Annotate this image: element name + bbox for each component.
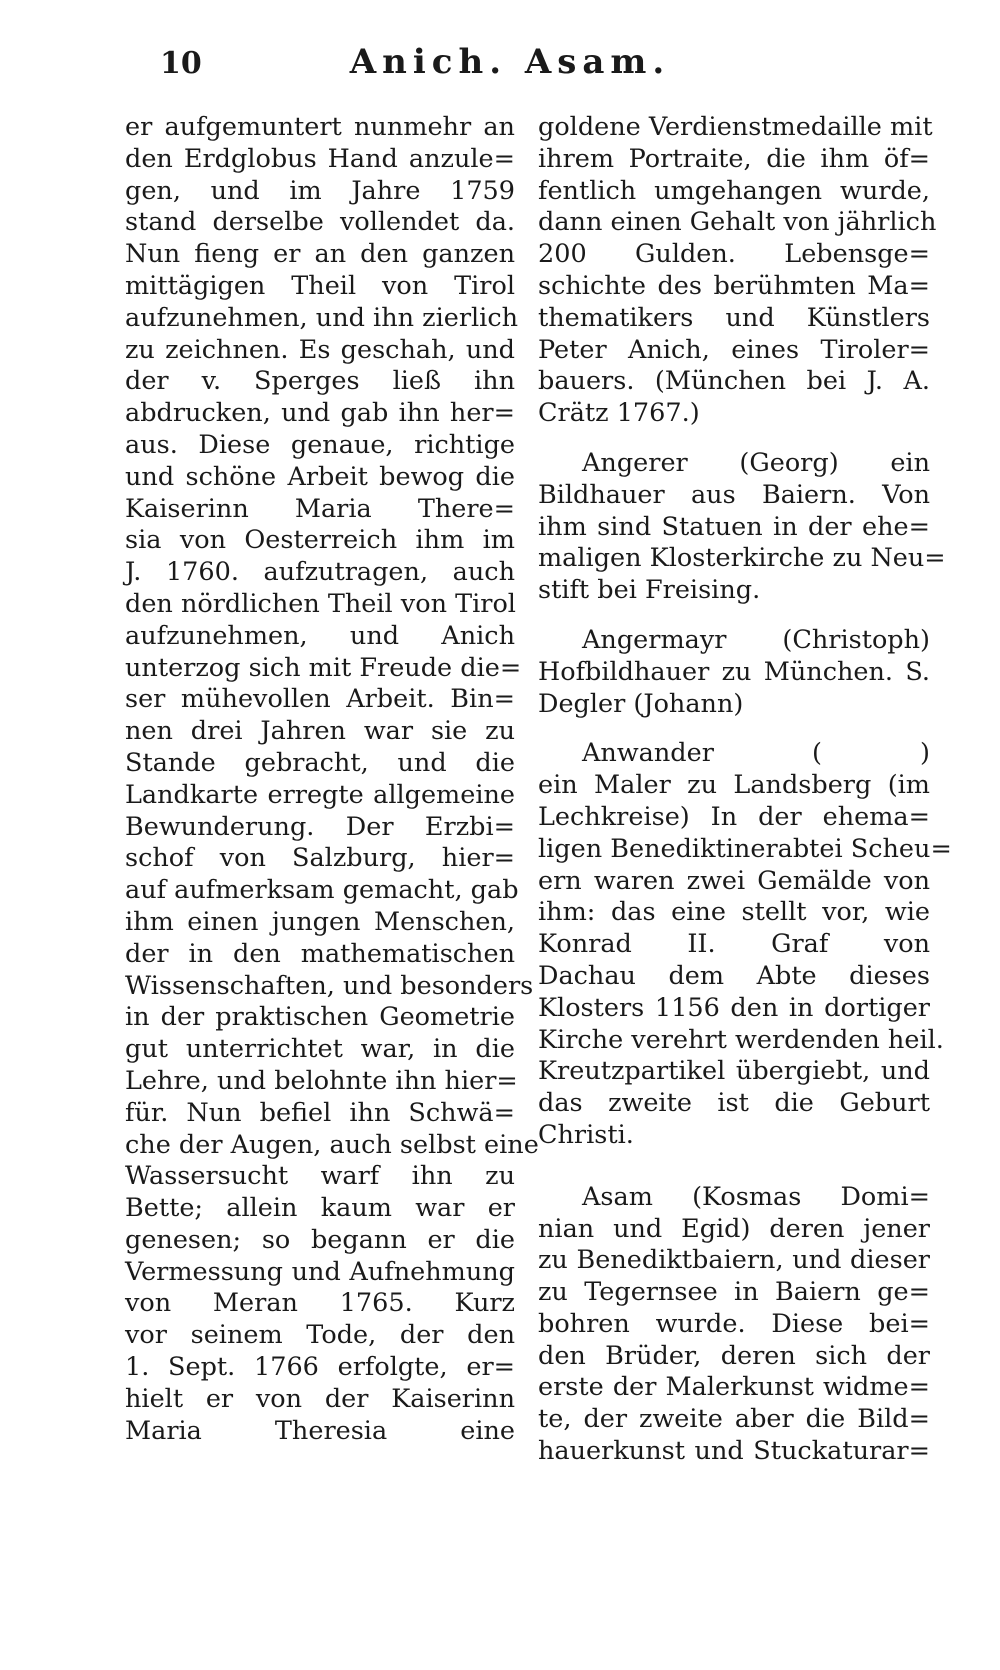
- text-line: aufzunehmen, und Anich: [125, 620, 515, 651]
- text-line: auf aufmerksam gemacht, gab: [125, 875, 519, 906]
- text-line: erste der Malerkunst widme=: [538, 1372, 930, 1403]
- text-line: nian und Egid) deren jener: [538, 1213, 930, 1244]
- text-line: gen, und im Jahre 1759: [125, 175, 515, 206]
- text-line: zu Benediktbaiern, und dieser: [538, 1245, 930, 1276]
- entry-heading-line: Angermayr (Christoph): [582, 624, 930, 655]
- text-line: Vermessung und Aufnehmung: [125, 1256, 515, 1287]
- entry-angerer: [538, 447, 946, 607]
- entry-heading-line: Asam (Kosmas Domi=: [582, 1181, 930, 1212]
- text-line: der in den mathematischen: [125, 938, 515, 969]
- text-line: Crätz 1767.): [538, 398, 700, 429]
- paragraph-gap: [538, 607, 930, 625]
- text-line: ligen Benediktinerabtei Scheu=: [538, 833, 952, 864]
- paragraph-gap: [538, 1152, 930, 1182]
- page-number: 10: [160, 46, 202, 81]
- text-line: Degler (Johann): [538, 688, 744, 719]
- text-line: 200 Gulden. Lebensge=: [538, 239, 930, 270]
- text-line: stand derselbe vollendet da.: [125, 207, 515, 238]
- text-line: Kirche verehrt werdenden heil.: [538, 1024, 944, 1055]
- text-line: Landkarte erregte allgemeine: [125, 779, 515, 810]
- text-line: te, der zweite aber die Bild=: [538, 1404, 930, 1435]
- text-line: der v. Sperges ließ ihn: [125, 366, 515, 397]
- text-line: sia von Oesterreich ihm im: [125, 525, 515, 556]
- text-line: den Brüder, deren sich der: [538, 1340, 930, 1371]
- text-line: stift bei Freising.: [538, 575, 761, 606]
- text-line: aufzunehmen, und ihn zierlich: [125, 302, 519, 333]
- text-line: aus. Diese genaue, richtige: [125, 429, 515, 460]
- text-line: Klosters 1156 den in dortiger: [538, 992, 930, 1023]
- text-line: Peter Anich, eines Tiroler=: [538, 334, 930, 365]
- text-line: Stande gebracht, und die: [125, 747, 515, 778]
- text-line: für. Nun befiel ihn Schwä=: [125, 1097, 515, 1128]
- page-header: [130, 42, 890, 92]
- text-line: goldene Verdienstmedaille mit: [538, 112, 933, 142]
- text-line: und schöne Arbeit bewog die: [125, 461, 515, 492]
- text-line: ein Maler zu Landsberg (im: [538, 770, 930, 801]
- text-line: Bette; allein kaum war er: [125, 1193, 515, 1224]
- text-line: Bewunderung. Der Erzbi=: [125, 811, 515, 842]
- text-line: genesen; so begann er die: [125, 1224, 515, 1255]
- text-line: Konrad II. Graf von: [538, 929, 930, 960]
- text-line: bohren wurde. Diese bei=: [538, 1308, 930, 1339]
- text-line: hielt er von der Kaiserinn: [125, 1383, 515, 1414]
- text-line: Lehre, und belohnte ihn hier=: [125, 1065, 518, 1096]
- text-line: Christi.: [538, 1119, 634, 1150]
- text-line: che der Augen, auch selbst eine: [125, 1129, 539, 1160]
- text-line: schichte des berühmten Ma=: [538, 270, 930, 301]
- text-line: fentlich umgehangen wurde,: [538, 175, 930, 206]
- text-line: er aufgemuntert nunmehr an: [125, 112, 515, 142]
- paragraph-gap: [538, 430, 930, 448]
- text-line: J. 1760. aufzutragen, auch: [125, 557, 515, 588]
- text-line: ihm: das eine stellt vor, wie: [538, 897, 930, 928]
- continuation-paragraph: [538, 112, 937, 430]
- entry-angermayr: [538, 625, 930, 720]
- text-line: Kreutzpartikel übergiebt, und: [538, 1056, 930, 1087]
- text-line: das zweite ist die Geburt: [538, 1088, 930, 1119]
- text-line: thematikers und Künstlers: [538, 302, 930, 333]
- text-line: gut unterrichtet war, in die: [125, 1034, 515, 1065]
- text-line: unterzog sich mit Freude die=: [125, 652, 522, 683]
- text-line: ihrem Portraite, die ihm öf=: [538, 143, 930, 174]
- text-line: Hofbildhauer zu München. S.: [538, 656, 930, 687]
- text-line: mittägigen Theil von Tirol: [125, 270, 515, 301]
- text-line: ser mühevollen Arbeit. Bin=: [125, 684, 515, 715]
- text-line: Maria Theresia eine: [125, 1415, 515, 1446]
- entry-heading-line: Angerer (Georg) ein: [582, 447, 930, 478]
- text-line: maligen Klosterkirche zu Neu=: [538, 543, 946, 574]
- text-line: den nördlichen Theil von Tirol: [125, 588, 516, 619]
- text-line: zu Tegernsee in Baiern ge=: [538, 1277, 930, 1308]
- running-head: Anich. Asam.: [349, 42, 671, 82]
- text-line: vor seinem Tode, der den: [125, 1320, 515, 1351]
- text-line: bauers. (München bei J. A.: [538, 366, 930, 397]
- text-line: den Erdglobus Hand anzule=: [125, 143, 515, 174]
- text-line: abdrucken, und gab ihn her=: [125, 398, 515, 429]
- text-line: ihm sind Statuen in der ehe=: [538, 511, 930, 542]
- text-line: schof von Salzburg, hier=: [125, 843, 515, 874]
- text-line: zu zeichnen. Es geschah, und: [125, 334, 515, 365]
- text-line: Nun fieng er an den ganzen: [125, 239, 515, 270]
- text-line: ern waren zwei Gemälde von: [538, 865, 930, 896]
- text-line: Wassersucht warf ihn zu: [125, 1161, 515, 1192]
- text-line: dann einen Gehalt von jährlich: [538, 207, 937, 238]
- text-line: Lechkreise) In der ehema=: [538, 801, 930, 832]
- text-line: Bildhauer aus Baiern. Von: [538, 479, 930, 510]
- text-line: hauerkunst und Stuckaturar=: [538, 1436, 930, 1467]
- right-column: [538, 112, 952, 1468]
- text-line: 1. Sept. 1766 erfolgte, er=: [125, 1352, 515, 1383]
- text-line: von Meran 1765. Kurz: [125, 1288, 515, 1319]
- entry-asam: [538, 1182, 930, 1468]
- text-line: Wissenschaften, und besonders: [125, 970, 534, 1001]
- text-line: in der praktischen Geometrie: [125, 1002, 515, 1033]
- entry-heading-line: Anwander ( ): [582, 738, 930, 769]
- text-line: Kaiserinn Maria There=: [125, 493, 515, 524]
- text-line: ihm einen jungen Menschen,: [125, 906, 515, 937]
- text-line: nen drei Jahren war sie zu: [125, 716, 515, 747]
- paragraph-gap: [538, 720, 930, 738]
- left-column: [125, 112, 539, 1447]
- text-line: Dachau dem Abte dieses: [538, 960, 930, 991]
- entry-anwander: [538, 738, 952, 1151]
